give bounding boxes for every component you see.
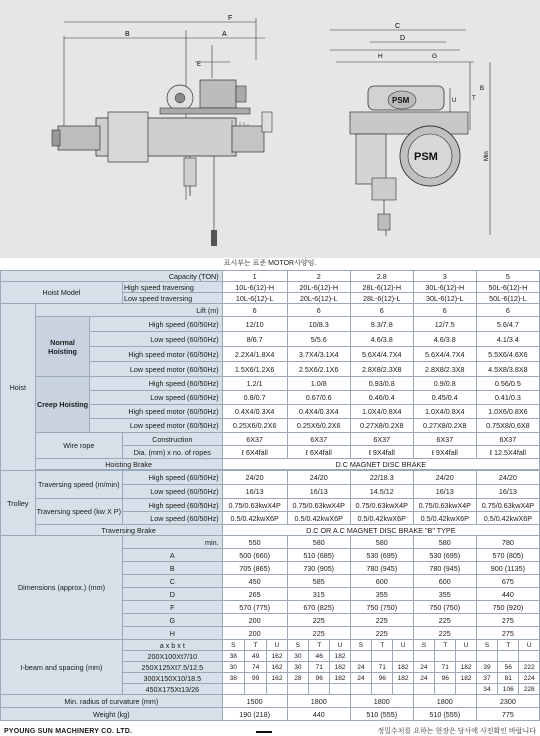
dim-cell: 225 <box>350 614 413 627</box>
ibeam-cell <box>435 684 456 695</box>
spec-cell: 0.5/0.42kwX6P <box>350 512 413 525</box>
traversing-brake-label: Traversing Brake <box>35 525 222 536</box>
capacity-value: 2.8 <box>350 271 413 282</box>
ibeam-cell <box>476 651 497 662</box>
stu-head: S <box>413 640 434 651</box>
capacity-value: 2 <box>287 271 350 282</box>
ibeam-cell: 182 <box>456 673 476 684</box>
hoist-model-label: Hoist Model <box>1 282 123 304</box>
dim-cell: 780 (945) <box>350 562 413 575</box>
ibeam-header-row <box>1 640 540 651</box>
dim-cell: 225 <box>287 614 350 627</box>
wire-rope-label: Wire rope <box>35 433 122 459</box>
spec-cell: 9.3/7.8 <box>350 317 413 332</box>
ibeam-cell: 38 <box>222 673 244 684</box>
lift-cell: 6 <box>222 304 287 317</box>
capacity-value: 5 <box>476 271 539 282</box>
spec-cell: 4.1/3.4 <box>476 332 539 347</box>
spec-cell: 0.9/0.8 <box>413 377 476 391</box>
dim-cell: 600 <box>413 575 476 588</box>
spec-cell: 4.6/3.8 <box>413 332 476 347</box>
dim-label-e: E <box>197 62 202 68</box>
row-label: Low speed (60/50Hz) <box>90 332 222 347</box>
spec-cell: 24/20 <box>476 471 539 485</box>
spec-cell: 0.67/0.6 <box>287 391 350 405</box>
ibeam-label: I-beam and spacing (mm) <box>1 640 123 695</box>
dim-cell: 315 <box>287 588 350 601</box>
spec-cell: 0.4X4/0.3X4 <box>287 405 350 419</box>
spec-cell: 0.75/0.63kwX4P <box>287 499 350 512</box>
spec-cell: 16/13 <box>476 485 539 499</box>
ibeam-cell <box>330 684 350 695</box>
min-radius-row <box>1 695 540 708</box>
psm-logo-main: PSM <box>414 151 438 163</box>
spec-cell: 10/8.3 <box>287 317 350 332</box>
stu-head: S <box>222 640 244 651</box>
model-cell: 20L-6(12)-L <box>287 293 350 304</box>
dim-label-c: C <box>395 23 401 30</box>
spec-cell: 1500 <box>222 695 287 708</box>
ibeam-cell <box>309 684 330 695</box>
spec-cell: ℓ 9X4fall <box>350 446 413 459</box>
ibeam-cell: 28 <box>287 673 308 684</box>
dim-cell: 585 <box>287 575 350 588</box>
spec-cell: 5/5.6 <box>287 332 350 347</box>
dim-cell: 750 (920) <box>476 601 539 614</box>
spec-cell: 2.5X6/2.1X6 <box>287 362 350 377</box>
model-cell: 50L-6(12)-L <box>476 293 539 304</box>
stu-head: U <box>330 640 350 651</box>
traversing-speed-label: Traversing speed (m/min) <box>35 471 122 499</box>
dim-cell: 750 (750) <box>413 601 476 614</box>
stu-head: T <box>309 640 330 651</box>
spec-cell: 12/10 <box>222 317 287 332</box>
dim-label-b: B <box>125 31 130 38</box>
ibeam-cell: 24 <box>413 662 434 673</box>
dim-cell: 730 (905) <box>287 562 350 575</box>
standard-motor-note: 표시부는 표준 MOTOR사양임. <box>223 260 317 267</box>
ibeam-cell <box>413 651 434 662</box>
dim-cell: 225 <box>413 614 476 627</box>
spec-cell: 0.5/0.42kwX6P <box>413 512 476 525</box>
ibeam-cell: 182 <box>330 651 350 662</box>
ibeam-size: 200X100Xt7/10 <box>122 651 222 662</box>
spec-cell: 0.75/0.63kwX4P <box>476 499 539 512</box>
spec-cell: 16/13 <box>287 485 350 499</box>
lift-cell: 6 <box>350 304 413 317</box>
dim-label-b-front: B <box>480 86 485 92</box>
spec-cell: 16/13 <box>413 485 476 499</box>
capacity-value: 1 <box>222 271 287 282</box>
row-label: Low speed (60/50Hz) <box>90 391 222 405</box>
spec-cell: 190 (218) <box>222 708 287 721</box>
ibeam-cell: 228 <box>519 684 540 695</box>
stu-head: U <box>456 640 476 651</box>
spec-cell: ℓ 6X4fall <box>222 446 287 459</box>
hoisting-brake-label: Hoisting Brake <box>35 459 222 470</box>
spec-cell: 0.5/0.42kwX6P <box>222 512 287 525</box>
capacity-row <box>1 271 540 282</box>
traversing-brake-row <box>1 525 540 536</box>
dim-cell: 510 (685) <box>287 549 350 562</box>
spec-cell: 0.27X8/0.2X8 <box>413 419 476 433</box>
spec-cell: 0.45/0.4 <box>413 391 476 405</box>
spec-cell: 22/18.3 <box>350 471 413 485</box>
spec-cell: 0.93/0.8 <box>350 377 413 391</box>
ibeam-cell <box>350 684 371 695</box>
ibeam-cell: 162 <box>267 662 287 673</box>
spec-cell: 5.6X4/4.7X4 <box>350 347 413 362</box>
model-cell: 28L-6(12)-L <box>350 293 413 304</box>
spec-cell: 12/7.5 <box>413 317 476 332</box>
spec-cell: 5.6/4.7 <box>476 317 539 332</box>
ibeam-cell <box>372 684 393 695</box>
ibeam-cell <box>393 651 413 662</box>
hoist-technical-drawing <box>0 0 540 258</box>
weight-row <box>1 708 540 721</box>
company-name: PYOUNG SUN MACHINERY CO. LTD. <box>4 728 133 735</box>
high-speed-traversing-label: High speed traversing <box>122 282 222 293</box>
row-label: Low speed (60/50Hz) <box>122 485 222 499</box>
dim-key: G <box>122 614 222 627</box>
dim-label-f: F <box>228 15 233 22</box>
dim-key: B <box>122 562 222 575</box>
row-label: Low speed motor (60/50Hz) <box>90 362 222 377</box>
spec-cell: 0.75/0.63kwX4P <box>350 499 413 512</box>
dimensions-label: Dimensions (approx.) (mm) <box>1 536 123 640</box>
traversing-brake-value: D.C OR A.C MAGNET DISC BRAKE "B" TYPE <box>222 525 539 536</box>
stu-head: T <box>372 640 393 651</box>
ibeam-cell: 38 <box>222 651 244 662</box>
creep-hoisting-label: Creep Hoisting <box>35 377 90 433</box>
model-cell: 10L-6(12)-H <box>222 282 287 293</box>
dim-cell: 580 <box>287 536 350 549</box>
ibeam-cell: 46 <box>309 651 330 662</box>
dim-cell: 355 <box>350 588 413 601</box>
spec-cell: 775 <box>476 708 539 721</box>
ibeam-cell: 182 <box>330 662 350 673</box>
spec-cell: 0.75/0.63kwX4P <box>413 499 476 512</box>
dim-cell: 450 <box>222 575 287 588</box>
spec-cell: 4.5X8/3.8X8 <box>476 362 539 377</box>
trolley-section-label: Trolley <box>1 471 36 536</box>
construction-label: Construction <box>122 433 222 446</box>
ibeam-cell: 182 <box>393 673 413 684</box>
dim-label-g: G <box>432 53 438 60</box>
dim-cell: 355 <box>413 588 476 601</box>
row-label: High speed (60/50Hz) <box>90 317 222 332</box>
ibeam-size: 300X150X10/18.5 <box>122 673 222 684</box>
dim-cell: 440 <box>476 588 539 601</box>
model-cell: 10L-6(12)-L <box>222 293 287 304</box>
dim-key: A <box>122 549 222 562</box>
spec-cell: 24/20 <box>413 471 476 485</box>
ibeam-cell: 162 <box>267 673 287 684</box>
row-label: High speed (60/50Hz) <box>90 377 222 391</box>
weight-label: Weight (kg) <box>1 708 223 721</box>
spec-cell: 2.8X8/2.3X8 <box>413 362 476 377</box>
spec-cell: 6X37 <box>222 433 287 446</box>
dimension-row <box>1 536 540 549</box>
spec-table <box>0 270 540 721</box>
spec-cell: 0.4X4/0.3X4 <box>222 405 287 419</box>
stu-head: T <box>244 640 266 651</box>
ibeam-cell: 182 <box>456 662 476 673</box>
spec-cell: 1.2/1 <box>222 377 287 391</box>
dim-cell: 780 (945) <box>413 562 476 575</box>
spec-cell: 1.5X6/1.2X6 <box>222 362 287 377</box>
dim-cell: 530 (695) <box>350 549 413 562</box>
ibeam-cell: 71 <box>435 662 456 673</box>
spec-cell: 0.5/0.42kwX6P <box>476 512 539 525</box>
spec-cell: 1.0X4/0.8X4 <box>413 405 476 419</box>
hoisting-brake-value: D.C MAGNET DISC BRAKE <box>222 459 539 470</box>
trolley-motor-row <box>1 499 540 512</box>
capacity-value: 3 <box>413 271 476 282</box>
dim-cell: 275 <box>476 614 539 627</box>
ibeam-cell: 24 <box>413 673 434 684</box>
dim-label-h: H <box>378 53 383 60</box>
dim-cell: 530 (695) <box>413 549 476 562</box>
ibeam-cell: 24 <box>350 662 371 673</box>
dim-cell: 200 <box>222 627 287 640</box>
creep-hoisting-row <box>1 377 540 391</box>
ibeam-cell: 74 <box>244 662 266 673</box>
ibeam-cell <box>222 684 244 695</box>
spec-cell: ℓ 12.5X4fall <box>476 446 539 459</box>
spec-cell: 2.2X4/1.8X4 <box>222 347 287 362</box>
ibeam-cell: 96 <box>372 673 393 684</box>
lift-cell: 6 <box>413 304 476 317</box>
spec-cell: 8/6.7 <box>222 332 287 347</box>
dim-cell: 580 <box>413 536 476 549</box>
ibeam-cell: 99 <box>244 673 266 684</box>
ibeam-cell: 30 <box>287 662 308 673</box>
dim-cell: 705 (865) <box>222 562 287 575</box>
dim-label-min: Min <box>484 151 490 161</box>
dim-key: min. <box>122 536 222 549</box>
spec-cell: 0.25X6/0.2X6 <box>222 419 287 433</box>
spec-cell: 2300 <box>476 695 539 708</box>
model-cell: 30L-6(12)-H <box>413 282 476 293</box>
hoist-model-row <box>1 282 540 293</box>
ibeam-cell: 182 <box>330 673 350 684</box>
trolley-speed-row <box>1 471 540 485</box>
rope-dia-label: Dia. (mm) x no. of ropes <box>122 446 222 459</box>
spec-cell: 5.5X6/4.6X6 <box>476 347 539 362</box>
capacity-label: Capacity (TON) <box>1 271 223 282</box>
dim-cell: 580 <box>350 536 413 549</box>
dim-key: F <box>122 601 222 614</box>
ibeam-cell <box>519 651 540 662</box>
ibeam-cell <box>413 684 434 695</box>
spec-cell: 0.25X6/0.2X6 <box>287 419 350 433</box>
stu-head: S <box>350 640 371 651</box>
row-label: High speed motor (60/50Hz) <box>90 405 222 419</box>
spec-cell: 6X37 <box>476 433 539 446</box>
dim-cell: 900 (1135) <box>476 562 539 575</box>
ibeam-cell: 96 <box>435 673 456 684</box>
ibeam-cell <box>498 651 519 662</box>
ibeam-cell: 71 <box>372 662 393 673</box>
spec-cell: 0.27X8/0.2X8 <box>350 419 413 433</box>
dim-cell: 275 <box>476 627 539 640</box>
spec-cell: 16/13 <box>222 485 287 499</box>
spec-cell: 6X37 <box>413 433 476 446</box>
psm-logo-top: PSM <box>392 96 410 105</box>
spec-cell: 4.6/3.8 <box>350 332 413 347</box>
ibeam-cell <box>372 651 393 662</box>
spec-cell: 14.5/12 <box>350 485 413 499</box>
ibeam-cell <box>244 684 266 695</box>
lift-cell: 6 <box>287 304 350 317</box>
hoisting-brake-row <box>1 459 540 470</box>
ibeam-cell <box>435 651 456 662</box>
ibeam-size: 250X125Xt7.5/12.5 <box>122 662 222 673</box>
dim-cell: 670 (825) <box>287 601 350 614</box>
spec-cell: 0.41/0.3 <box>476 391 539 405</box>
spec-cell: 0.5/0.42kwX6P <box>287 512 350 525</box>
ibeam-cell: 71 <box>309 662 330 673</box>
ibeam-cell: 182 <box>393 662 413 673</box>
spec-cell: 1800 <box>413 695 476 708</box>
model-cell: 50L-6(12)-H <box>476 282 539 293</box>
row-label: High speed (60/50Hz) <box>122 471 222 485</box>
dim-key: C <box>122 575 222 588</box>
spec-cell: 510 (555) <box>350 708 413 721</box>
ibeam-cell <box>456 651 476 662</box>
dim-cell: 570 (775) <box>222 601 287 614</box>
dim-cell: 225 <box>350 627 413 640</box>
row-label: High speed motor (60/50Hz) <box>90 347 222 362</box>
spec-cell: 0.75X8/0.6X8 <box>476 419 539 433</box>
dim-cell: 780 <box>476 536 539 549</box>
spec-cell: 5.6X4/4.7X4 <box>413 347 476 362</box>
dim-label-a: A <box>222 31 227 38</box>
row-label: Low speed (60/50Hz) <box>122 512 222 525</box>
spec-cell: 510 (555) <box>413 708 476 721</box>
model-cell: 28L-6(12)-H <box>350 282 413 293</box>
normal-hoisting-label: Normal Hoisting <box>35 317 90 377</box>
ibeam-cell: 96 <box>309 673 330 684</box>
stu-head: T <box>498 640 519 651</box>
ibeam-cell: 30 <box>287 651 308 662</box>
dim-cell: 225 <box>413 627 476 640</box>
spec-cell: 6X37 <box>287 433 350 446</box>
spec-cell: 1.0X6/0.8X6 <box>476 405 539 419</box>
spec-cell: 1.0/8 <box>287 377 350 391</box>
spec-cell: 0.46/0.4 <box>350 391 413 405</box>
ibeam-cell: 106 <box>498 684 519 695</box>
ibeam-cell <box>456 684 476 695</box>
ibeam-cell: 30 <box>222 662 244 673</box>
spec-cell: 1.0X4/0.8X4 <box>350 405 413 419</box>
spec-cell: 2.8X8/2.3X8 <box>350 362 413 377</box>
wire-rope-row <box>1 433 540 446</box>
dim-cell: 550 <box>222 536 287 549</box>
lift-cell: 6 <box>476 304 539 317</box>
low-speed-traversing-label: Low speed traversing <box>122 293 222 304</box>
spec-cell: 440 <box>287 708 350 721</box>
row-label: Low speed motor (60/50Hz) <box>90 419 222 433</box>
spec-cell: 6X37 <box>350 433 413 446</box>
stu-head: T <box>435 640 456 651</box>
ibeam-cell <box>267 684 287 695</box>
stu-head: S <box>476 640 497 651</box>
model-cell: 20L-6(12)-H <box>287 282 350 293</box>
dim-label-u: U <box>452 98 457 104</box>
spec-cell: 0.8/0.7 <box>222 391 287 405</box>
ibeam-cell: 56 <box>498 662 519 673</box>
model-cell: 30L-6(12)-L <box>413 293 476 304</box>
stu-head: U <box>519 640 540 651</box>
ibeam-cell: 162 <box>267 651 287 662</box>
ibeam-cell: 24 <box>350 673 371 684</box>
spec-cell: ℓ 9X4fall <box>413 446 476 459</box>
spec-cell: 0.75/0.63kwX4P <box>222 499 287 512</box>
dim-cell: 570 (805) <box>476 549 539 562</box>
footer-notice: 정밀수치를 요하는 현장은 당사에 사전확인 바랍니다 <box>377 728 536 735</box>
ibeam-axbxt-label: a x b x t <box>122 640 222 651</box>
hoist-side-view <box>52 80 272 246</box>
stu-head: U <box>393 640 413 651</box>
ibeam-cell: 37 <box>476 673 497 684</box>
dim-cell: 500 (660) <box>222 549 287 562</box>
hoist-section-label: Hoist <box>1 304 36 471</box>
spec-cell: 3.7X4/3.1X4 <box>287 347 350 362</box>
row-label: High speed (60/50Hz) <box>122 499 222 512</box>
spec-cell: 0.56/0.5 <box>476 377 539 391</box>
ibeam-cell: 39 <box>476 662 497 673</box>
spec-cell: ℓ 6X4fall <box>287 446 350 459</box>
ibeam-cell: 224 <box>519 673 540 684</box>
ibeam-cell: 34 <box>476 684 497 695</box>
ibeam-cell: 49 <box>244 651 266 662</box>
dim-cell: 600 <box>350 575 413 588</box>
lift-row <box>1 304 540 317</box>
ibeam-cell <box>393 684 413 695</box>
dim-cell: 675 <box>476 575 539 588</box>
stu-head: S <box>287 640 308 651</box>
dim-cell: 200 <box>222 614 287 627</box>
min-radius-label: Min. radius of curvature (mm) <box>1 695 223 708</box>
spec-cell: 24/20 <box>287 471 350 485</box>
spec-cell: 24/20 <box>222 471 287 485</box>
ibeam-cell: 81 <box>498 673 519 684</box>
dim-key: D <box>122 588 222 601</box>
dim-label-d: D <box>400 35 406 42</box>
traversing-motor-label: Traversing speed (kw X P) <box>35 499 122 525</box>
stu-head: U <box>267 640 287 651</box>
footer <box>0 727 540 736</box>
spec-cell: 1800 <box>350 695 413 708</box>
ibeam-cell: 222 <box>519 662 540 673</box>
dim-label-t: T <box>472 96 476 102</box>
ibeam-size: 450X175Xt13/26 <box>122 684 222 695</box>
normal-hoisting-row <box>1 317 540 332</box>
footer-divider <box>256 731 272 733</box>
dim-cell: 265 <box>222 588 287 601</box>
dim-cell: 225 <box>287 627 350 640</box>
spec-cell: 1800 <box>287 695 350 708</box>
ibeam-cell <box>350 651 371 662</box>
dim-key: H <box>122 627 222 640</box>
ibeam-cell <box>287 684 308 695</box>
lift-label: Lift (m) <box>35 304 222 317</box>
dim-cell: 750 (750) <box>350 601 413 614</box>
